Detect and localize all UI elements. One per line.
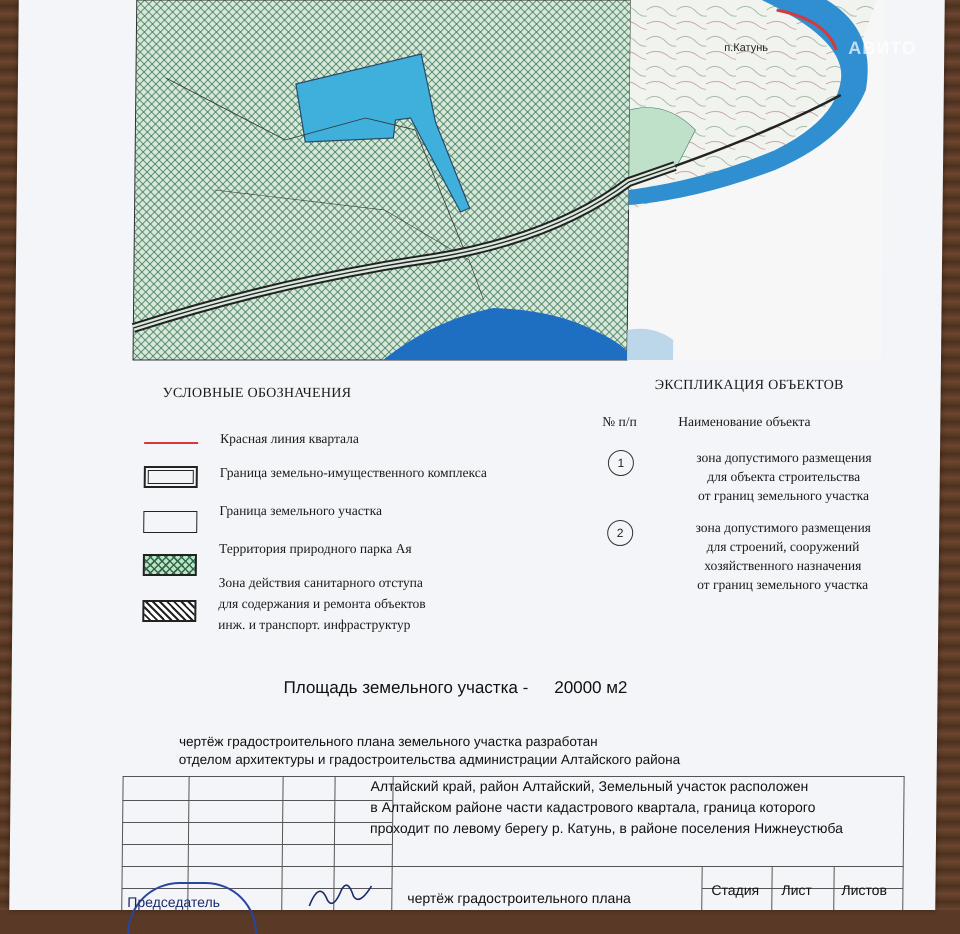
plot-border-symbol bbox=[143, 511, 197, 533]
complex-border-symbol bbox=[144, 466, 198, 488]
explication-item-1: зона допустимого размещения для объекта строительства от границ земельного участка bbox=[696, 450, 872, 503]
settlement-label: п.Катунь bbox=[724, 42, 769, 54]
legend-item-complex-border: Граница земельно-имущественного комплекса bbox=[219, 465, 488, 480]
document-title: чертёж градостроительного плана bbox=[407, 890, 631, 906]
map-drawing bbox=[133, 0, 885, 360]
explication-col-name: Наименование объекта bbox=[678, 414, 811, 429]
explication-num-2: 2 bbox=[607, 520, 633, 546]
signature bbox=[305, 876, 375, 910]
legend-item-red-line: Красная линия квартала bbox=[220, 431, 360, 446]
site-plan-map bbox=[133, 0, 917, 360]
plot-area bbox=[283, 678, 627, 698]
address-line-2: в Алтайском районе части кадастрового квартала, граница которого bbox=[370, 799, 816, 815]
chairman-label: Председатель bbox=[127, 894, 221, 910]
red-line-symbol bbox=[144, 442, 198, 444]
plot-area-label: Площадь земельного участка - bbox=[283, 678, 529, 697]
explication-num-1: 1 bbox=[608, 450, 634, 476]
explication-item-2: зона допустимого размещения для строений, сооружений хозяйственного назначения от границ земельного участка bbox=[695, 520, 872, 592]
sanitary-zone-symbol bbox=[142, 600, 196, 622]
park-territory-symbol bbox=[143, 554, 197, 576]
address-line-1: Алтайский край, район Алтайский, Земельный участок расположен bbox=[370, 778, 809, 794]
legend-item-plot-border: Граница земельного участка bbox=[219, 503, 383, 518]
document-sheet bbox=[9, 0, 945, 910]
explication-title: ЭКСПЛИКАЦИЯ ОБЪЕКТОВ bbox=[654, 378, 844, 393]
developer-line-1: чертёж градостроительного плана земельного участка разработан bbox=[178, 734, 598, 749]
address-line-3: проходит по левому берегу р. Катунь, в районе поселения Нижнеустюба bbox=[370, 820, 844, 836]
developer-line-2: отделом архитектуры и градостроительства администрации Алтайского района bbox=[178, 752, 681, 767]
sheets-header: Листов bbox=[841, 882, 888, 898]
plot-area-value: 20000 м2 bbox=[554, 678, 628, 697]
watermark: АВИТО bbox=[848, 38, 917, 58]
stage-header: Стадия bbox=[711, 882, 760, 898]
legend-item-park: Территория природного парка Ая bbox=[218, 541, 412, 556]
sheet-header: Лист bbox=[781, 882, 812, 898]
legend-item-sanitary-zone: Зона действия санитарного отступа для содержания и ремонта объектов инж. и транспорт. инфраструктур bbox=[218, 575, 426, 632]
explication-col-num: № п/п bbox=[602, 414, 637, 429]
legend-title: УСЛОВНЫЕ ОБОЗНАЧЕНИЯ bbox=[162, 386, 352, 401]
